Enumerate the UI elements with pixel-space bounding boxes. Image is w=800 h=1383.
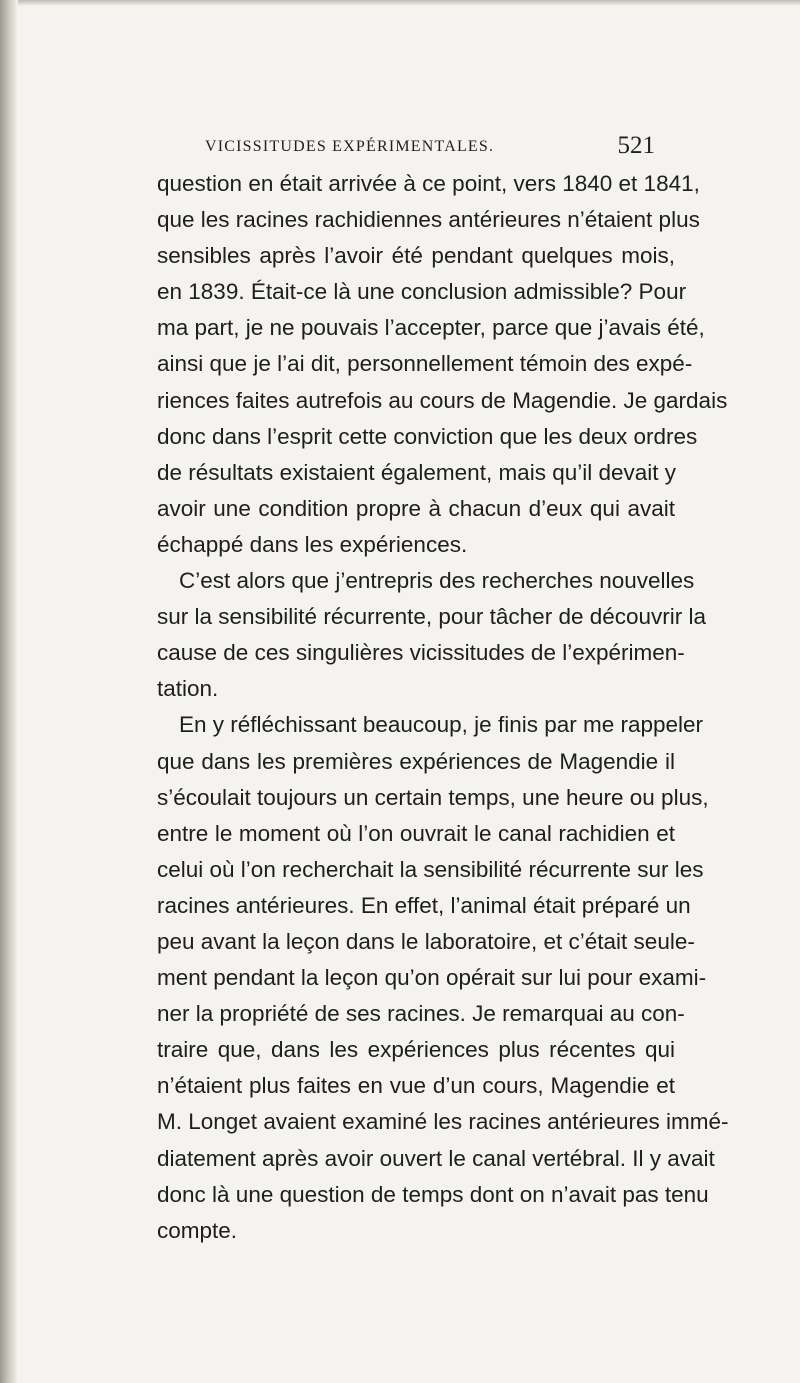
text-line: de résultats existaient également, mais qu’il devait y	[157, 459, 677, 485]
text-line: n’étaient plus faites en vue d’un cours, Magendie et	[157, 1073, 675, 1099]
text-line: C’est alors que j’entrepris des recherches nouvelles	[179, 568, 695, 594]
page-top-edge	[18, 0, 800, 6]
text-line: ner la propriété de ses racines. Je remarquai au con-	[157, 1001, 685, 1027]
paragraph	[157, 563, 707, 707]
text-line: sur la sensibilité récurrente, pour tâcher de découvrir la	[157, 604, 707, 630]
text-line: racines antérieures. En effet, l’animal était préparé un	[157, 892, 691, 918]
text-line: sensibles après l’avoir été pendant quelques mois,	[157, 243, 675, 269]
paragraph	[157, 166, 728, 563]
text-line: celui où l’on recherchait la sensibilité récurrente sur les	[157, 856, 704, 882]
text-line: ainsi que je l’ai dit, personnellement témoin des expé-	[157, 351, 693, 377]
text-line: compte.	[157, 1217, 238, 1243]
body-text	[157, 166, 729, 1249]
running-head	[205, 132, 655, 162]
text-line: en 1839. Était-ce là une conclusion admissible? Pour	[157, 279, 687, 305]
paragraph	[157, 707, 729, 1248]
text-line: traire que, dans les expériences plus récentes qui	[157, 1037, 675, 1063]
text-line: peu avant la leçon dans le laboratoire, et c’était seule-	[157, 928, 695, 954]
text-line: cause de ces singulières vicissitudes de l’expérimen-	[157, 640, 685, 666]
text-line: En y réfléchissant beaucoup, je finis par me rappeler	[179, 712, 704, 738]
text-line: ment pendant la leçon qu’on opérait sur lui pour exami-	[157, 965, 707, 991]
text-line: s’écoulait toujours un certain temps, une heure ou plus,	[157, 784, 709, 810]
text-line: ma part, je ne pouvais l’accepter, parce que j’avais été,	[157, 315, 705, 341]
book-spine-shadow	[0, 0, 18, 1383]
text-line: entre le moment où l’on ouvrait le canal rachidien et	[157, 820, 675, 846]
text-line: que les racines rachidiennes antérieures n’étaient plus	[157, 207, 700, 233]
text-line: question en était arrivée à ce point, vers 1840 et 1841,	[157, 171, 700, 196]
text-line: diatement après avoir ouvert le canal vertébral. Il y avait	[157, 1145, 715, 1171]
text-line: échappé dans les expériences.	[157, 531, 468, 557]
text-line: donc dans l’esprit cette conviction que les deux ordres	[157, 423, 698, 449]
text-line: donc là une question de temps dont on n’avait pas tenu	[157, 1181, 709, 1207]
text-line: M. Longet avaient examiné les racines antérieures immé-	[157, 1109, 729, 1135]
running-title: VICISSITUDES EXPÉRIMENTALES.	[205, 138, 495, 155]
text-line: tation.	[157, 676, 219, 702]
text-line: avoir une condition propre à chacun d’eux qui avait	[157, 495, 675, 521]
text-line: que dans les premières expériences de Magendie il	[157, 748, 675, 774]
page-number: 521	[617, 132, 655, 159]
text-line: riences faites autrefois au cours de Magendie. Je gardais	[157, 387, 728, 413]
